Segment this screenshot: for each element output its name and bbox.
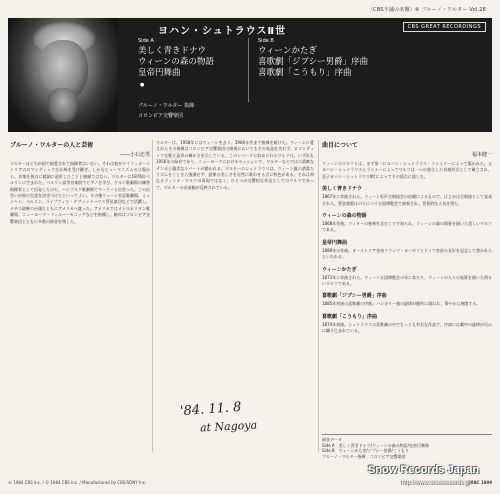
essay-artist-title: ブルーノ・ワルターの人と芸術 — [10, 142, 94, 149]
side-a-track-1: 美しく青きドナウ — [138, 46, 207, 56]
program-notes — [322, 140, 492, 430]
marker-dot: ● — [140, 82, 145, 88]
note-body: 1885年初演の喜歌劇の序曲。ハンガリー風の旋律が随所に現われ、華やかに展開する。 — [322, 301, 481, 307]
program-notes-intro: ウィーンのワルツとは、まず第一にヨハン・シュトラウス・ファミリーによって築かれた。父ヨハン・シュトラウスとランナーによってワルツは一つの独立した音楽形式として確立され、息子ヨハン・シュトラウスⅡ世によってその頂点に達した。 — [322, 161, 492, 179]
side-a-track-2: ウィーンの森の物語 — [138, 57, 214, 67]
essay-continued-body: ワルターは、1958年にはウィーンを去り、1960年代まで指揮を続けた。ウィーンに愛されたその指揮はコロンビア交響楽団の演奏においてもその気品を失わず、ロマンティックな歌と造形の確かさを示している。このレコードに収められたワルツは、いずれも1956年の録音であり、ニューヨークにおけるセッションで、ワルターならではの柔軟なテンポと優美なルバートが聴かれる。ワルターのシュトラウスは、ウィーン風の洒落たリズムをことさら強調せず、旋律の美しさを自然に歌わせる点に特色がある。それは単なるウィンナ・ワルツの再現ではなく、ひとつの交響的な作品としてのワルツであって、ワルターの音楽観が反映されている。 — [156, 140, 314, 190]
note-body: 1873年に作曲された。ウィーン万国博覧会の年にあたり、ウィーンの人々の気質を描いた明るいワルツである。 — [322, 274, 492, 287]
column-rule — [152, 140, 153, 452]
note-heading: 皇帝円舞曲 — [322, 239, 348, 246]
top-line — [6, 6, 494, 16]
handwritten-date: '84. 11. 8 — [179, 399, 242, 420]
catalog-code: 20AC 1999 — [467, 480, 492, 485]
conductor-photo — [8, 18, 118, 132]
note-heading: ウィーンかたぎ — [322, 266, 357, 273]
composer-title: ヨハン・シュトラウスⅡ世 — [158, 26, 287, 37]
side-b-track-2: 喜歌劇「ジプシー男爵」序曲 — [258, 57, 369, 67]
listing-line: ブルーノ・ワルター指揮 コロンビア交響楽団 — [322, 453, 406, 459]
essay-artist-body: ワルターほどわが国で親愛されて指揮者はいない。それは彼がドイツ＝オーストリアのロマンティックな伝統を受け継ぎ、しかもヒューマニズムの立場から、音楽を独自に精細に造形したことと無縁ではない。ワルターは1876年ベルリンに生まれた。ベルリン高等音楽院でピアノを学び、ケルン歌劇場の練習指揮者として出発したのち、ハンブルク歌劇場でマーラーと出会った。この出会いが彼の生涯を決定づけたといってよい。その後ウィーン宮廷歌劇場、ミュンヘン、ベルリン、ライプツィヒ・ゲヴァントハウス管弦楽団などで活躍し、ナチス政権の台頭とともにアメリカへ渡った。アメリカではメトロポリタン歌劇場、ニューヨーク・フィルハーモニックなどを指揮し、晩年はコロンビア交響楽団とともに多数の録音を残した。 — [10, 161, 150, 224]
watermark-title: Snow Records Japan — [368, 464, 480, 476]
note-body: 1889年の作曲。オーストリア皇帝フランツ・ヨーゼフとドイツ皇帝の友好を記念して書かれたといわれる。 — [322, 247, 492, 260]
watermark-url: http://www.snowrecords.jp — [400, 480, 470, 486]
note-body: 1867年に作曲された。ウィーン男声合唱協会の依頼によるもので、はじめは合唱曲として発表された。管弦楽版はのちにパリ万国博覧会で演奏され、世界的な人気を得た。 — [322, 194, 492, 206]
conductor-credit: ブルーノ・ワルター 指揮 — [138, 103, 194, 109]
handwritten-place: at Nagoya — [199, 418, 258, 435]
note-heading: 喜歌劇「こうもり」序曲 — [322, 313, 378, 320]
side-divider — [248, 38, 249, 102]
listing-line: Side B ウィーンかたぎ/ジプシー男爵/こうもり — [322, 448, 409, 453]
note-heading: 喜歌劇「ジプシー男爵」序曲 — [322, 293, 387, 300]
side-a-track-3: 皇帝円舞曲 — [138, 68, 181, 78]
side-a-label: Side A — [138, 38, 154, 44]
series-logo: CBS GREAT RECORDINGS — [403, 22, 486, 32]
series-line: 〈CBS不滅の名盤〉⑧ ブルーノ・ワルター Vol.28 — [367, 7, 486, 13]
note-body: 1874年初演。シュトラウスの喜歌劇の中でもっとも有名な作品で、序曲には劇中の旋律が巧みに織り込まれている。 — [322, 321, 492, 334]
recording-listing — [322, 434, 492, 459]
listing-line: Side A 美しく青きドナウ/ウィーンの森の物語/皇帝円舞曲 — [322, 442, 430, 448]
note-body: 1868年作曲。ツィターの独奏を含むことで知られ、ウィーンの森の情景を描いた美しいワルツである。 — [322, 221, 492, 233]
note-heading: ウィーンの森の物語 — [322, 213, 367, 220]
essay-continued — [156, 140, 314, 396]
program-notes-title: 曲目について — [322, 142, 358, 149]
essay-artist — [10, 140, 150, 448]
note-heading: 美しく青きドナウ — [322, 186, 363, 193]
orchestra-credit: コロンビア交響楽団 — [138, 113, 184, 119]
column-rule — [318, 140, 319, 452]
header-band — [8, 18, 492, 132]
copyright-text: ℗ 1984 CBS Inc. / © 1984 CBS Inc. / Manufactured by CBS/SONY Inc. — [8, 480, 147, 485]
watermark — [360, 458, 500, 494]
side-b-track-1: ウィーンかたぎ — [258, 46, 317, 56]
listing-line: 録音データ — [322, 437, 342, 442]
side-b-label: Side B — [258, 38, 274, 44]
side-b-track-3: 喜歌劇「こうもり」序曲 — [258, 68, 352, 78]
program-notes-author: 福本健一 — [471, 152, 492, 158]
essay-artist-author: ――小石忠男 — [119, 152, 150, 158]
